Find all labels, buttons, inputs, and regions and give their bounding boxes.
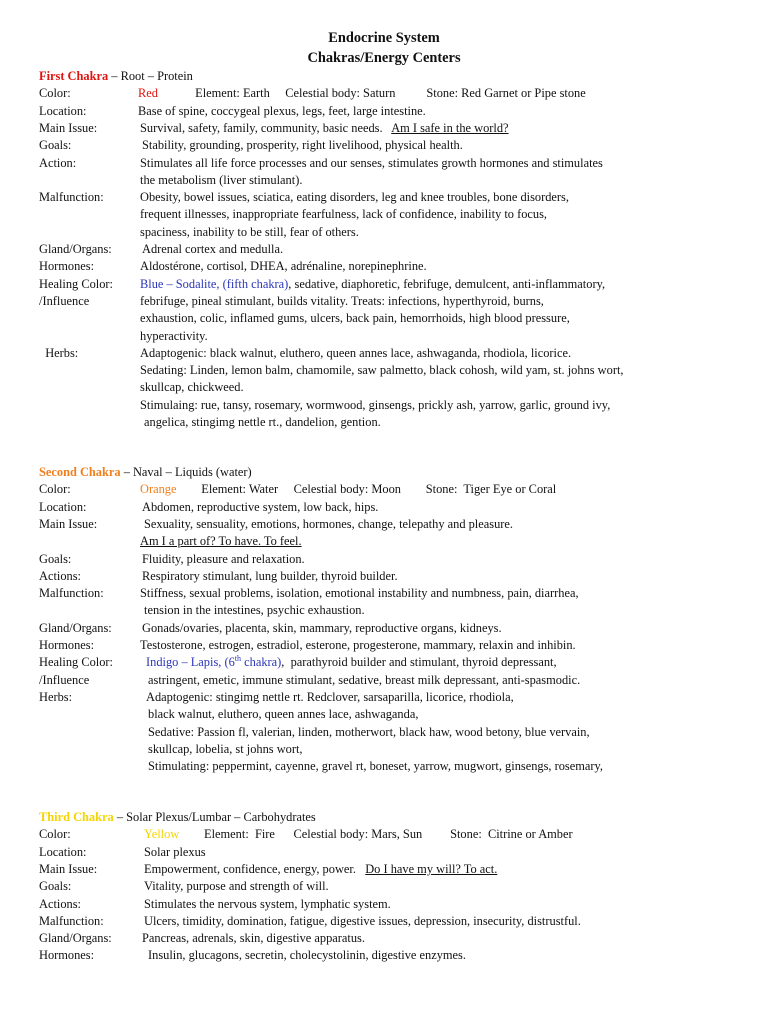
field-value: [148, 759, 603, 774]
field-row: [39, 603, 764, 620]
field-label: Hormones:: [39, 948, 95, 963]
field-row: [39, 827, 764, 844]
field-text: Base of spine, coccygeal plexus, legs, feet, large intestine.: [138, 103, 426, 118]
field-value: [142, 242, 283, 257]
field-value: [142, 931, 365, 946]
field-text: Gonads/ovaries, placenta, skin, mammary, reproductive organs, kidneys.: [142, 620, 502, 635]
field-text: frequent illnesses, inappropriate fearfulness, lack of confidence, inability to focus,: [140, 207, 548, 222]
document-subtitle: Chakras/Energy Centers: [307, 50, 461, 66]
field-value: [140, 586, 579, 601]
field-text: Fluidity, pleasure and relaxation.: [142, 551, 305, 566]
field-value: [144, 415, 381, 430]
field-value: [146, 690, 514, 705]
section-heading: [39, 810, 316, 825]
field-row: [39, 690, 764, 707]
field-row: [39, 415, 764, 432]
field-text: Sedating: Linden, lemon balm, chamomile, saw palmetto, black cohosh, wild yam, st. johns wort,: [140, 363, 624, 378]
field-row: [39, 552, 764, 569]
field-text: Sedative: Passion fl, valerian, linden, motherwort, black haw, wood betony, blue vervain,: [148, 724, 590, 739]
field-label: Location:: [39, 499, 87, 514]
field-text: febrifuge, pineal stimulant, builds vitality. Treats: infections, hyperthyroid, burns,: [140, 293, 544, 308]
field-value: [144, 879, 329, 894]
field-row: [39, 517, 764, 534]
field-label: Gland/Organs:: [39, 620, 112, 635]
section-name: First Chakra: [39, 69, 109, 83]
field-label: Healing Color:: [39, 276, 113, 291]
field-label: Malfunction:: [39, 586, 104, 601]
field-label: Goals:: [39, 138, 72, 153]
field-value: [140, 294, 544, 309]
field-value: [144, 827, 573, 842]
field-text: Sexuality, sensuality, emotions, hormones, change, telepathy and pleasure.: [144, 516, 513, 531]
field-text: astringent, emetic, immune stimulant, sedative, breast milk depressant, anti-spasmodic.: [148, 672, 581, 687]
field-row: [39, 673, 764, 690]
field-text: Orange: [140, 482, 177, 497]
section-subtitle: – Naval – Liquids (water): [120, 465, 252, 479]
section-heading: [39, 465, 252, 480]
field-row: [39, 294, 764, 311]
field-value: [138, 104, 426, 119]
field-text: skullcap, lobelia, st johns wort,: [148, 741, 303, 756]
field-text: , sedative, diaphoretic, febrifuge, demulcent, anti-inflammatory,: [288, 276, 606, 291]
field-row: [39, 931, 764, 948]
field-text: Solar plexus: [144, 844, 206, 859]
field-label: Gland/Organs:: [39, 931, 112, 946]
field-text: Stability, grounding, prosperity, right livelihood, physical health.: [142, 138, 463, 153]
field-row: [39, 242, 764, 259]
field-row: [39, 190, 764, 207]
field-text: Stimulates all life force processes and our senses, stimulates growth hormones and stimulates: [140, 155, 603, 170]
field-label: Malfunction:: [39, 190, 104, 205]
field-row: [39, 138, 764, 155]
field-row: [39, 207, 764, 224]
section-name: Second Chakra: [39, 465, 121, 479]
field-value: [140, 277, 605, 292]
field-label: Main Issue:: [39, 861, 98, 876]
field-text: Am I a part of? To have. To feel.: [140, 534, 302, 549]
field-text: black walnut, eluthero, queen annes lace, ashwaganda,: [148, 707, 419, 722]
section-subtitle: – Root – Protein: [108, 69, 193, 83]
field-label: Healing Color:: [39, 655, 113, 670]
field-label: Goals:: [39, 879, 72, 894]
field-text: hyperactivity.: [140, 328, 208, 343]
field-value: [148, 948, 466, 963]
field-text: , parathyroid builder and stimulant, thyroid depressant,: [281, 655, 557, 670]
field-value: [142, 569, 398, 584]
field-text: Survival, safety, family, community, basic needs.: [140, 120, 392, 135]
field-value: [144, 862, 497, 877]
field-value: [140, 482, 556, 497]
field-value: [144, 517, 513, 532]
field-value: [140, 638, 576, 653]
field-label: Location:: [39, 103, 87, 118]
field-value: [140, 329, 208, 344]
field-label: Main Issue:: [39, 120, 98, 135]
field-text: Empowerment, confidence, energy, power.: [144, 861, 366, 876]
field-text: Red: [138, 86, 158, 101]
field-row: [39, 742, 764, 759]
field-row: [39, 482, 764, 499]
field-text: the metabolism (liver stimulant).: [140, 172, 303, 187]
field-row: [39, 759, 764, 776]
field-value: [144, 603, 365, 618]
field-value: [140, 534, 302, 549]
field-value: [140, 398, 610, 413]
field-row: [39, 914, 764, 931]
field-row: [39, 569, 764, 586]
field-row: [39, 329, 764, 346]
field-value: [140, 156, 603, 171]
field-text: Stiffness, sexual problems, isolation, emotional instability and numbness, pain, diarrhea,: [140, 586, 579, 601]
field-value: [140, 173, 302, 188]
field-value: [144, 914, 581, 929]
field-text: Stimulating: peppermint, cayenne, gravel rt, boneset, yarrow, mugwort, ginsengs, rosemary,: [148, 759, 604, 774]
field-text: Testosterone, estrogen, estradiol, esterone, progesterone, mammary, relaxin and inhibin.: [140, 638, 576, 652]
field-label: Goals:: [39, 551, 72, 566]
field-row: [39, 862, 764, 879]
field-label: Color:: [39, 827, 71, 842]
field-text: spaciness, inability to be still, fear of others.: [140, 224, 359, 239]
field-row: [39, 86, 764, 103]
field-label: Malfunction:: [39, 913, 104, 928]
field-value: [148, 673, 580, 688]
field-value: [142, 621, 502, 636]
field-row: [39, 879, 764, 896]
field-text: Pancreas, adrenals, skin, digestive apparatus.: [142, 931, 365, 946]
field-value: [140, 363, 624, 378]
field-row: [39, 311, 764, 328]
field-row: [39, 156, 764, 173]
field-value: [140, 190, 569, 205]
field-text: skullcap, chickweed.: [140, 380, 244, 395]
field-value: [146, 655, 557, 670]
field-row: [39, 225, 764, 242]
field-text: Yellow: [144, 827, 180, 842]
field-label: Color:: [39, 86, 71, 101]
field-value: [142, 552, 305, 567]
field-text: Abdomen, reproductive system, low back, hips.: [142, 499, 379, 514]
field-row: [39, 638, 764, 655]
field-label: /Influence: [39, 672, 90, 687]
field-value: [148, 707, 418, 722]
section-heading: [39, 69, 193, 84]
field-row: [39, 277, 764, 294]
field-text: Vitality, purpose and strength of will.: [144, 879, 329, 894]
field-row: [39, 104, 764, 121]
field-row: [39, 346, 764, 363]
field-value: [138, 86, 586, 101]
field-row: [39, 586, 764, 603]
section-subtitle: – Solar Plexus/Lumbar – Carbohydrates: [113, 810, 316, 824]
field-text: Am I safe in the world?: [391, 120, 509, 135]
field-text: Adaptogenic: black walnut, eluthero, queen annes lace, ashwaganda, rhodiola, licorice.: [140, 345, 572, 360]
field-row: [39, 534, 764, 551]
field-row: [39, 621, 764, 638]
field-label: Hormones:: [39, 638, 95, 652]
field-label: Hormones:: [39, 259, 95, 274]
field-value: [140, 207, 547, 222]
field-row: [39, 655, 764, 672]
field-text: exhaustion, colic, inflamed gums, ulcers, back pain, hemorrhoids, high blood pressure,: [140, 311, 570, 326]
field-row: [39, 173, 764, 190]
field-row: [39, 380, 764, 397]
field-label: Color:: [39, 482, 71, 497]
field-label: Gland/Organs:: [39, 242, 112, 256]
field-row: [39, 725, 764, 742]
field-row: [39, 500, 764, 517]
field-row: [39, 259, 764, 276]
field-value: [144, 897, 391, 912]
field-value: [142, 500, 378, 515]
field-label: /Influence: [39, 293, 90, 308]
field-text: chakra): [241, 655, 282, 670]
field-value: [148, 725, 590, 740]
field-label: Herbs:: [39, 689, 73, 704]
field-value: [140, 225, 359, 240]
field-text: Indigo – Lapis, (6: [146, 655, 235, 670]
field-text: Adrenal cortex and medulla.: [142, 242, 284, 256]
field-text: Insulin, glucagons, secretin, cholecystolinin, digestive enzymes.: [148, 948, 466, 963]
field-text: Element: Earth Celestial body: Saturn Stone: Red Garnet or Pipe stone: [157, 86, 586, 101]
field-row: [39, 363, 764, 380]
field-text: Ulcers, timidity, domination, fatigue, digestive issues, depression, insecurity, distrustful.: [144, 913, 581, 928]
field-text: tension in the intestines, psychic exhaustion.: [144, 603, 365, 618]
field-value: [140, 259, 427, 274]
field-row: [39, 845, 764, 862]
field-text: Do I have my will? To act.: [365, 861, 498, 876]
field-value: [144, 845, 206, 860]
field-row: [39, 948, 764, 965]
field-label: Action:: [39, 155, 77, 170]
section-name: Third Chakra: [39, 810, 114, 824]
field-label: Main Issue:: [39, 516, 98, 531]
field-text: th: [234, 654, 242, 664]
field-value: [140, 121, 509, 136]
field-text: Aldostérone, cortisol, DHEA, adrénaline, norepinephrine.: [140, 259, 427, 274]
field-value: [140, 311, 570, 326]
field-text: Element: Fire Celestial body: Mars, Sun Stone: Citrine or Amber: [179, 827, 573, 842]
field-text: Blue – Sodalite, (fifth chakra): [140, 276, 289, 291]
field-label: Actions:: [39, 896, 81, 911]
field-value: [140, 380, 244, 395]
field-row: [39, 398, 764, 415]
field-text: Stimulates the nervous system, lymphatic system.: [144, 896, 391, 911]
field-row: [39, 897, 764, 914]
field-value: [140, 346, 571, 361]
field-text: Respiratory stimulant, lung builder, thyroid builder.: [142, 568, 398, 583]
field-value: [142, 138, 463, 153]
document-title: Endocrine System: [328, 30, 440, 46]
field-value: [148, 742, 303, 757]
field-text: Adaptogenic: stingimg nettle rt. Redclover, sarsaparilla, licorice, rhodiola,: [146, 689, 514, 704]
field-text: Element: Water Celestial body: Moon Stone: Tiger Eye or Coral: [176, 482, 557, 497]
field-text: Obesity, bowel issues, sciatica, eating disorders, leg and knee troubles, bone disorders,: [140, 190, 569, 205]
field-text: angelica, stingimg nettle rt., dandelion, gention.: [144, 415, 381, 429]
field-row: [39, 121, 764, 138]
field-label: Actions:: [39, 568, 81, 583]
field-row: [39, 707, 764, 724]
field-label: Location:: [39, 844, 87, 859]
field-label: Herbs:: [39, 345, 79, 360]
field-text: Stimulaing: rue, tansy, rosemary, wormwood, ginsengs, prickly ash, yarrow, garlic, ground ivy,: [140, 397, 611, 412]
